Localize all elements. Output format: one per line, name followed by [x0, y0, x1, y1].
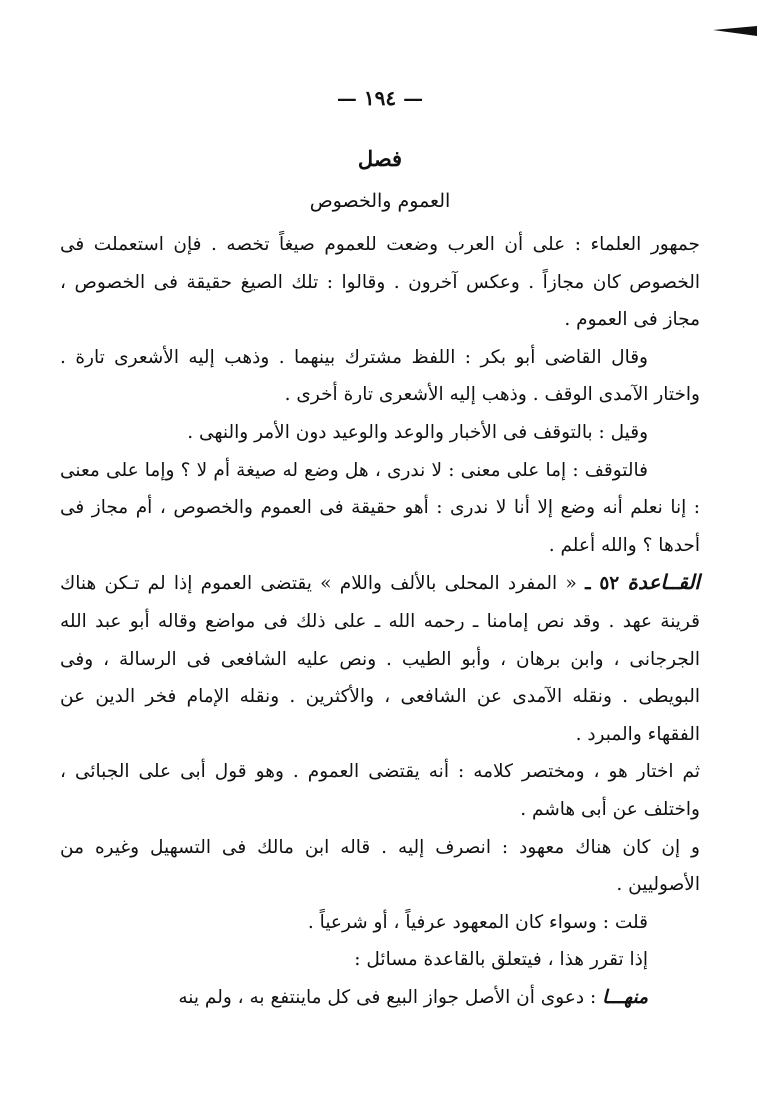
paragraph-qultu: قلت : وسواء كان المعهود عرفياً ، أو شرعياً . — [307, 911, 648, 933]
body-text — [60, 226, 700, 1016]
section-title: العموم والخصوص — [309, 190, 451, 212]
page-number: — ١٩٤ — — [336, 86, 424, 110]
paragraph-majority-view: جمهور العلماء : على أن العرب وضعت للعموم صيغاً تخصه . فإن استعملت فى الخصوص كان مجازاً . وعكس آخرون . وقالوا : تلك الصيغ حقيقة فى الخصوص ، مجاز فى العموم . — [60, 234, 700, 331]
paragraph-tawaqquf-view: وقيل : بالتوقف فى الأخبار والوعد والوعيد دون الأمر والنهى . — [187, 421, 648, 443]
paragraph-tawaqquf-meaning: فالتوقف : إما على معنى : لا ندرى ، هل وضع له صيغة أم لا ؟ وإما على معنى : إنا نعلم أنه وضع إلا أنا لا ندرى : أهو حقيقة فى العموم والخصوص ، أم مجاز فى أحدها ؟ والله أعلم . — [60, 459, 700, 556]
book-page — [60, 0, 700, 1114]
case-label: منهـــا — [602, 986, 648, 1008]
chapter-heading: فصل — [357, 146, 403, 171]
paragraph-qadi-view: وقال القاضى أبو بكر : اللفظ مشترك بينهما . وذهب إليه الأشعرى تارة . واختار الآمدى الوقف . وذهب إليه الأشعرى تارة أخرى . — [60, 346, 700, 406]
paragraph-maahud: و إن كان هناك معهود : انصرف إليه . قاله ابن مالك فى التسهيل وغيره من الأصوليين . — [60, 836, 700, 896]
scan-edge-mark — [713, 26, 757, 36]
paragraph-his-choice: ثم اختار هو ، ومختصر كلامه : أنه يقتضى العموم . وهو قول أبى على الجبائى ، واختلف عن أبى هاشم . — [60, 761, 700, 820]
rule-paragraph — [60, 564, 700, 753]
rule-label: القــاعدة — [627, 570, 700, 595]
case-paragraph — [60, 979, 700, 1017]
rule-number: ٥٢ ـ — [585, 573, 620, 595]
paragraph-masail-intro: إذا تقرر هذا ، فيتعلق بالقاعدة مسائل : — [354, 949, 648, 971]
case-text: : دعوى أن الأصل جواز البيع فى كل ماينتفع به ، ولم ينه — [178, 986, 597, 1008]
rule-text: « المفرد المحلى بالألف واللام » يقتضى العموم إذا لم تـكن هناك قرينة عهد . وقد نص إمامنا ـ رحمه الله ـ على ذلك فى مواضع وقاله أبو عبد الله الجرجانى ، وابن برهان ، وأبو الطيب . ونص عليه الشافعى فى الرسالة ، وفى البويطى . ونقله الآمدى عن الشافعى ، والأكثرين . ونقله الإمام فخر الدين عن الفقهاء والمبرد . — [60, 573, 700, 745]
